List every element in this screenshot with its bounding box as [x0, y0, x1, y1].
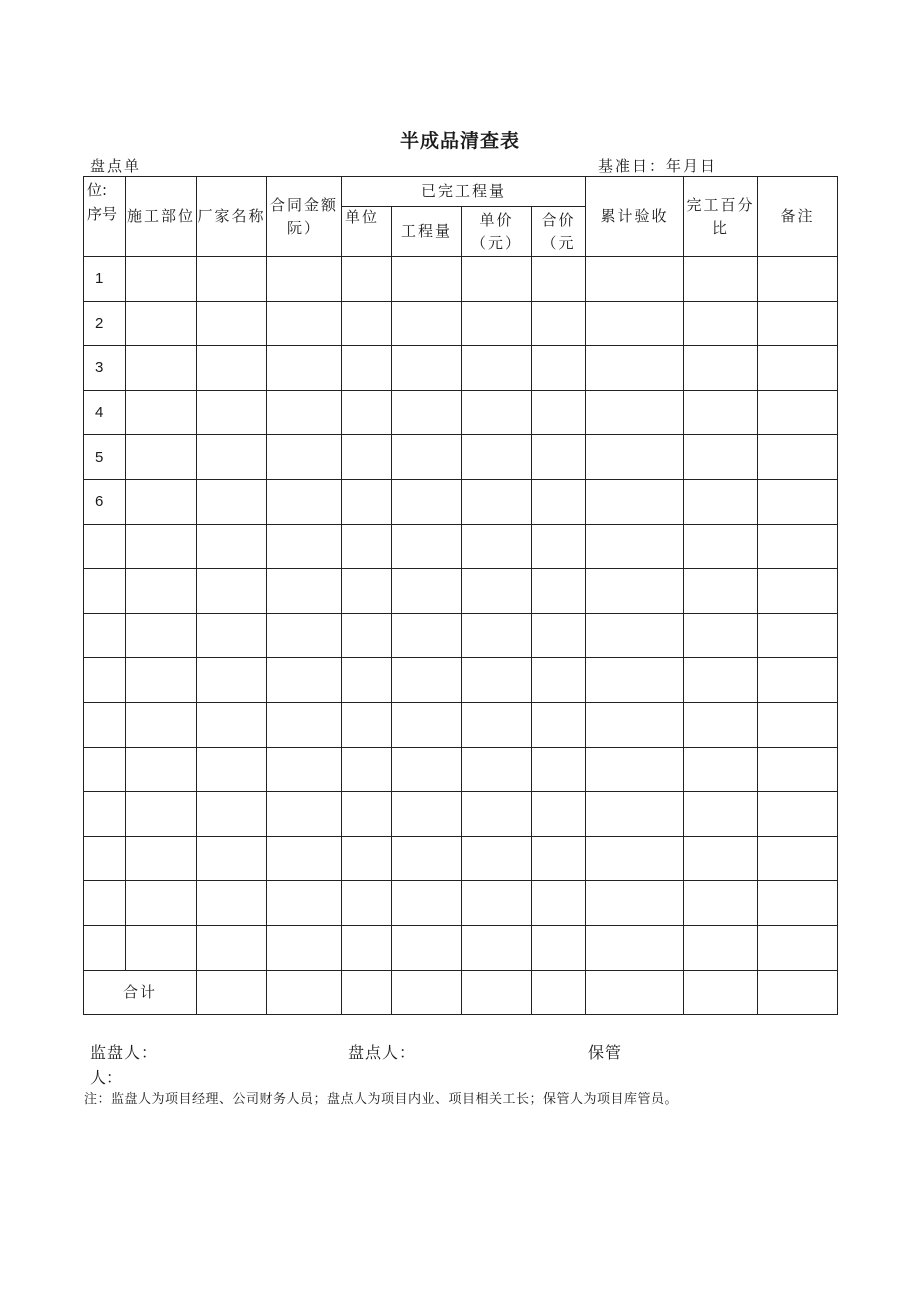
- keeper-label: 保管: [588, 1043, 623, 1062]
- row-number: 4: [84, 390, 126, 435]
- header-seq-bottom: 序号: [87, 205, 118, 223]
- table-cell: [342, 524, 392, 569]
- table-cell: [126, 301, 197, 346]
- row-number: [84, 792, 126, 837]
- table-cell: [462, 524, 532, 569]
- table-cell: [126, 836, 197, 881]
- table-cell: [267, 747, 342, 792]
- table-cell: [758, 435, 838, 480]
- table-cell: [462, 479, 532, 524]
- table-cell: [758, 390, 838, 435]
- table-cell: [342, 301, 392, 346]
- table-cell: [342, 970, 392, 1015]
- row-number: [84, 613, 126, 658]
- table-row: [84, 925, 838, 970]
- table-cell: [197, 925, 267, 970]
- table-cell: [758, 792, 838, 837]
- table-cell: [197, 881, 267, 926]
- table-cell: [392, 524, 462, 569]
- table-cell: [532, 747, 586, 792]
- table-cell: [586, 524, 684, 569]
- table-cell: [267, 881, 342, 926]
- table-cell: [197, 390, 267, 435]
- table-cell: [197, 346, 267, 391]
- table-row: [84, 881, 838, 926]
- header-unit: 单位: [342, 207, 392, 257]
- table-cell: [532, 524, 586, 569]
- header-completed-group: 已完工程量: [342, 177, 586, 207]
- table-cell: [586, 257, 684, 302]
- table-cell: [126, 390, 197, 435]
- table-cell: [342, 346, 392, 391]
- table-cell: [392, 301, 462, 346]
- table-cell: [586, 613, 684, 658]
- table-cell: [532, 925, 586, 970]
- table-cell: [684, 970, 758, 1015]
- table-cell: [532, 301, 586, 346]
- table-cell: [758, 613, 838, 658]
- table-cell: [758, 658, 838, 703]
- table-cell: [342, 747, 392, 792]
- table-cell: [758, 925, 838, 970]
- table-cell: [586, 569, 684, 614]
- table-cell: [758, 524, 838, 569]
- table-cell: [126, 346, 197, 391]
- table-cell: [126, 613, 197, 658]
- table-cell: [267, 479, 342, 524]
- table-cell: [126, 702, 197, 747]
- table-cell: [758, 301, 838, 346]
- row-number: 6: [84, 479, 126, 524]
- table-cell: [126, 524, 197, 569]
- header-total-price: 合价（元: [532, 207, 586, 257]
- table-cell: [392, 346, 462, 391]
- page-title: 半成品清查表: [399, 130, 520, 152]
- table-cell: [267, 301, 342, 346]
- table-cell: [532, 346, 586, 391]
- table-cell: [197, 257, 267, 302]
- row-number: [84, 658, 126, 703]
- table-cell: [197, 479, 267, 524]
- table-cell: [532, 435, 586, 480]
- table-cell: [342, 881, 392, 926]
- table-cell: [392, 702, 462, 747]
- table-cell: [197, 301, 267, 346]
- table-cell: [684, 702, 758, 747]
- table-cell: [342, 569, 392, 614]
- table-cell: [392, 836, 462, 881]
- table-cell: [532, 613, 586, 658]
- table-cell: [392, 658, 462, 703]
- table-cell: [197, 836, 267, 881]
- table-cell: [197, 524, 267, 569]
- table-cell: [342, 479, 392, 524]
- table-cell: [267, 925, 342, 970]
- table-cell: [267, 702, 342, 747]
- row-number: [84, 569, 126, 614]
- table-cell: [462, 569, 532, 614]
- table-cell: [392, 435, 462, 480]
- table-row: [84, 524, 838, 569]
- table-cell: [126, 569, 197, 614]
- row-number: 2: [84, 301, 126, 346]
- header-quantity: 工程量: [392, 207, 462, 257]
- table-cell: [267, 390, 342, 435]
- table-cell: [532, 479, 586, 524]
- table-cell: [684, 658, 758, 703]
- header-row-1: [84, 177, 838, 207]
- table-cell: [684, 435, 758, 480]
- table-cell: [267, 658, 342, 703]
- header-location: 施工部位: [126, 177, 197, 257]
- table-cell: [267, 792, 342, 837]
- table-cell: [267, 970, 342, 1015]
- table-row: [84, 390, 838, 435]
- table-cell: [586, 925, 684, 970]
- table-cell: [462, 435, 532, 480]
- table-cell: [684, 524, 758, 569]
- table-cell: [462, 881, 532, 926]
- header-seq: [84, 177, 126, 257]
- table-cell: [532, 881, 586, 926]
- table-cell: [267, 836, 342, 881]
- table-cell: [342, 792, 392, 837]
- table-cell: [392, 881, 462, 926]
- table-cell: [462, 301, 532, 346]
- keeper-label-tail: 人：: [90, 1068, 123, 1087]
- table-cell: [126, 658, 197, 703]
- table-cell: [462, 747, 532, 792]
- table-cell: [462, 925, 532, 970]
- table-row: [84, 658, 838, 703]
- table-cell: [586, 435, 684, 480]
- table-cell: [532, 257, 586, 302]
- table-cell: [532, 390, 586, 435]
- row-number: 1: [84, 257, 126, 302]
- table-row: [84, 569, 838, 614]
- table-cell: [126, 479, 197, 524]
- table-cell: [392, 390, 462, 435]
- total-row: [84, 970, 838, 1015]
- table-cell: [586, 836, 684, 881]
- header-unit-price: 单价（元）: [462, 207, 532, 257]
- table-row: [84, 257, 838, 302]
- table-cell: [758, 479, 838, 524]
- header-vendor: 厂家名称: [197, 177, 267, 257]
- table-cell: [126, 881, 197, 926]
- table-cell: [684, 257, 758, 302]
- table-cell: [684, 792, 758, 837]
- row-number: [84, 881, 126, 926]
- header-completion-pct: 完工百分比: [684, 177, 758, 257]
- table-row: [84, 479, 838, 524]
- table-cell: [684, 613, 758, 658]
- table-cell: [684, 346, 758, 391]
- table-cell: [758, 970, 838, 1015]
- table-cell: [267, 524, 342, 569]
- table-cell: [342, 836, 392, 881]
- table-cell: [462, 613, 532, 658]
- table-row: [84, 435, 838, 480]
- table-cell: [586, 346, 684, 391]
- table-cell: [684, 881, 758, 926]
- total-label: 合计: [84, 970, 197, 1015]
- table-cell: [342, 435, 392, 480]
- table-cell: [532, 836, 586, 881]
- table-cell: [392, 613, 462, 658]
- table-cell: [758, 346, 838, 391]
- row-number: [84, 524, 126, 569]
- table-cell: [758, 836, 838, 881]
- table-cell: [126, 435, 197, 480]
- header-seq-top: 位:: [87, 181, 108, 199]
- table-cell: [126, 747, 197, 792]
- table-cell: [758, 257, 838, 302]
- table-cell: [462, 346, 532, 391]
- table-cell: [197, 613, 267, 658]
- table-cell: [532, 970, 586, 1015]
- table-cell: [197, 569, 267, 614]
- header-remark: 备注: [758, 177, 838, 257]
- table-cell: [586, 792, 684, 837]
- table-cell: [586, 881, 684, 926]
- table-cell: [392, 792, 462, 837]
- table-cell: [758, 881, 838, 926]
- table-cell: [267, 257, 342, 302]
- counter-label: 盘点人：: [348, 1043, 417, 1062]
- row-number: 3: [84, 346, 126, 391]
- table-cell: [532, 569, 586, 614]
- table-cell: [126, 792, 197, 837]
- table-cell: [586, 390, 684, 435]
- table-cell: [342, 925, 392, 970]
- table-cell: [758, 747, 838, 792]
- footnote: 注：监盘人为项目经理、公司财务人员；盘点人为项目内业、项目相关工长；保管人为项目库管员。: [84, 1092, 679, 1107]
- table-cell: [684, 390, 758, 435]
- table-cell: [342, 658, 392, 703]
- table-row: [84, 702, 838, 747]
- table-cell: [197, 970, 267, 1015]
- table-cell: [758, 702, 838, 747]
- table-cell: [586, 702, 684, 747]
- table-cell: [462, 792, 532, 837]
- table-cell: [392, 970, 462, 1015]
- table-cell: [197, 435, 267, 480]
- table-cell: [684, 479, 758, 524]
- table-cell: [586, 747, 684, 792]
- base-date-label: 基准日：年月日: [598, 157, 718, 175]
- table-cell: [392, 479, 462, 524]
- table-cell: [342, 613, 392, 658]
- table-cell: [684, 925, 758, 970]
- row-number: [84, 925, 126, 970]
- header-contract-amount: 合同金额阮）: [267, 177, 342, 257]
- table-cell: [197, 792, 267, 837]
- table-cell: [462, 390, 532, 435]
- supervisor-label: 监盘人：: [90, 1043, 159, 1062]
- table-cell: [126, 257, 197, 302]
- table-cell: [586, 970, 684, 1015]
- table-cell: [684, 301, 758, 346]
- table-cell: [532, 792, 586, 837]
- table-cell: [586, 301, 684, 346]
- table-cell: [462, 658, 532, 703]
- table-cell: [197, 658, 267, 703]
- table-cell: [532, 702, 586, 747]
- table-row: [84, 792, 838, 837]
- table-cell: [267, 613, 342, 658]
- table-cell: [392, 257, 462, 302]
- table-cell: [267, 435, 342, 480]
- table-cell: [267, 346, 342, 391]
- table-row: [84, 747, 838, 792]
- table-cell: [197, 747, 267, 792]
- table-cell: [126, 925, 197, 970]
- table-cell: [392, 569, 462, 614]
- inventory-label: 盘点单: [90, 157, 142, 175]
- table-row: [84, 346, 838, 391]
- row-number: [84, 836, 126, 881]
- table-cell: [684, 569, 758, 614]
- table-row: [84, 613, 838, 658]
- table-cell: [462, 836, 532, 881]
- table-cell: [462, 702, 532, 747]
- table-cell: [392, 747, 462, 792]
- inventory-table: [83, 176, 838, 1015]
- table-cell: [586, 479, 684, 524]
- row-number: [84, 702, 126, 747]
- table-cell: [758, 569, 838, 614]
- table-cell: [342, 390, 392, 435]
- row-number: [84, 747, 126, 792]
- table-cell: [342, 702, 392, 747]
- table-row: [84, 301, 838, 346]
- table-cell: [532, 658, 586, 703]
- table-cell: [684, 747, 758, 792]
- table-cell: [586, 658, 684, 703]
- table-row: [84, 836, 838, 881]
- table-cell: [462, 257, 532, 302]
- table-cell: [197, 702, 267, 747]
- header-cumulative-accept: 累计验收: [586, 177, 684, 257]
- table-cell: [684, 836, 758, 881]
- table-cell: [342, 257, 392, 302]
- table-cell: [267, 569, 342, 614]
- table-cell: [462, 970, 532, 1015]
- row-number: 5: [84, 435, 126, 480]
- table-cell: [392, 925, 462, 970]
